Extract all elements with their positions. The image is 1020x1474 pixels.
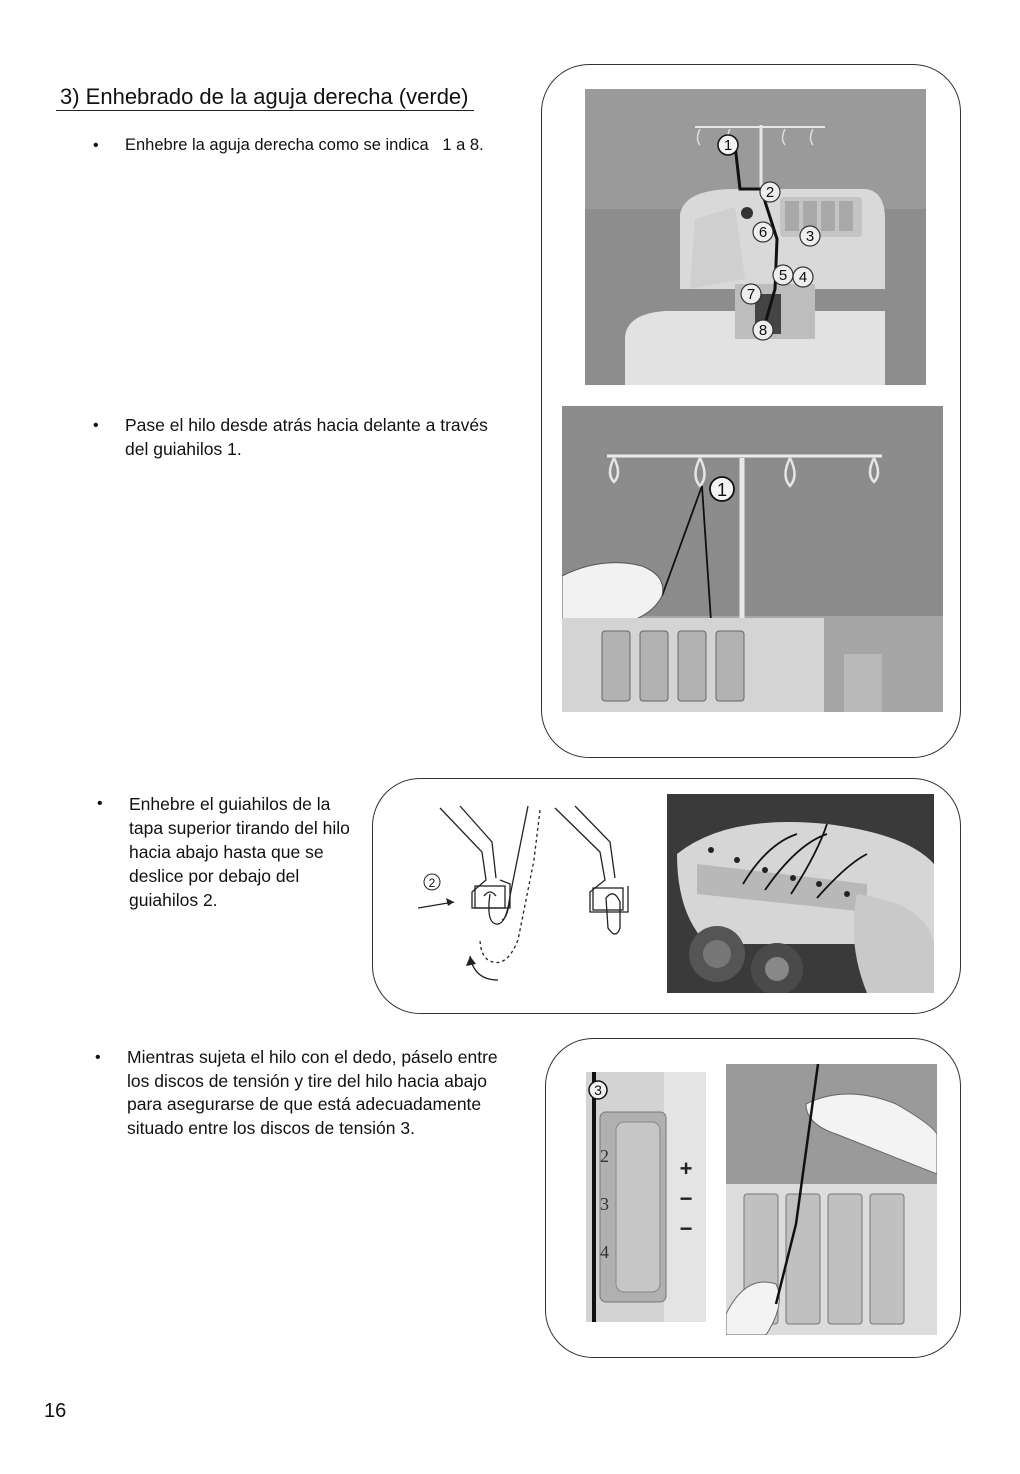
bullet-4-text: Mientras sujeta el hilo con el dedo, páselo entre los discos de tensión y tire del hilo hacia abajo para asegurarse de que está adecuadamente situado entre los discos de tensión 3. — [127, 1047, 498, 1138]
marker-2-label: 2 — [765, 184, 775, 201]
bullet-1 — [93, 134, 525, 157]
marker-1 — [718, 135, 738, 155]
top-cover-photo — [667, 794, 934, 993]
marker-7-label: 7 — [746, 286, 756, 303]
bullet-2 — [93, 414, 510, 461]
dial-minus-sign: − — [679, 1186, 693, 1211]
marker-7 — [741, 284, 761, 304]
marker-4 — [793, 267, 813, 287]
marker-2 — [760, 182, 780, 202]
title-underline — [56, 110, 474, 111]
marker-3-label: 3 — [805, 228, 815, 245]
section-title: 3) Enhebrado de la aguja derecha (verde) — [60, 84, 469, 109]
marker-2-diagram-label: 2 — [428, 876, 436, 890]
marker-2-diagram — [424, 874, 440, 890]
bullet-dot: • — [93, 137, 99, 154]
marker-4-label: 4 — [798, 269, 808, 286]
bullet-2-text: Pase el hilo desde atrás hacia delante a través del guiahilos 1. — [125, 415, 488, 459]
marker-1-label: 1 — [723, 137, 733, 154]
bullet-3 — [97, 792, 357, 912]
bullet-4 — [95, 1046, 512, 1140]
tension-discs-photo — [726, 1064, 937, 1335]
dial-plus-sign: + — [679, 1156, 693, 1181]
bullet-dot: • — [95, 1049, 101, 1066]
marker-3-dial — [589, 1081, 607, 1099]
marker-5 — [773, 265, 793, 285]
tension-dial-photo — [586, 1072, 706, 1322]
marker-3-dial-label: 3 — [594, 1082, 602, 1098]
dial-number-3: 3 — [600, 1194, 609, 1214]
thread-guide-diagram — [410, 800, 650, 990]
marker-8 — [753, 320, 773, 340]
thread-guide-photo — [562, 406, 943, 712]
dial-number-2: 2 — [600, 1146, 609, 1166]
marker-6-label: 6 — [758, 224, 768, 241]
bullet-1-text: Enhebre la aguja derecha como se indica 1 a 8. — [125, 136, 484, 154]
bullet-dot: • — [97, 795, 103, 812]
page-number: 16 — [44, 1400, 67, 1422]
marker-8-label: 8 — [758, 322, 768, 339]
dial-number-4: 4 — [600, 1242, 609, 1262]
bullet-3-text: Enhebre el guiahilos de la tapa superior tirando del hilo hacia abajo hasta que se deslice por debajo del guiahilos 2. — [129, 794, 350, 910]
marker-3 — [800, 226, 820, 246]
dial-minus-sign-2: − — [679, 1216, 693, 1241]
marker-6 — [753, 222, 773, 242]
serger-overview-photo — [585, 89, 926, 385]
marker-1-large — [710, 477, 734, 501]
bullet-dot: • — [93, 417, 99, 434]
marker-5-label: 5 — [778, 267, 788, 284]
marker-1-large-label: 1 — [716, 480, 728, 500]
